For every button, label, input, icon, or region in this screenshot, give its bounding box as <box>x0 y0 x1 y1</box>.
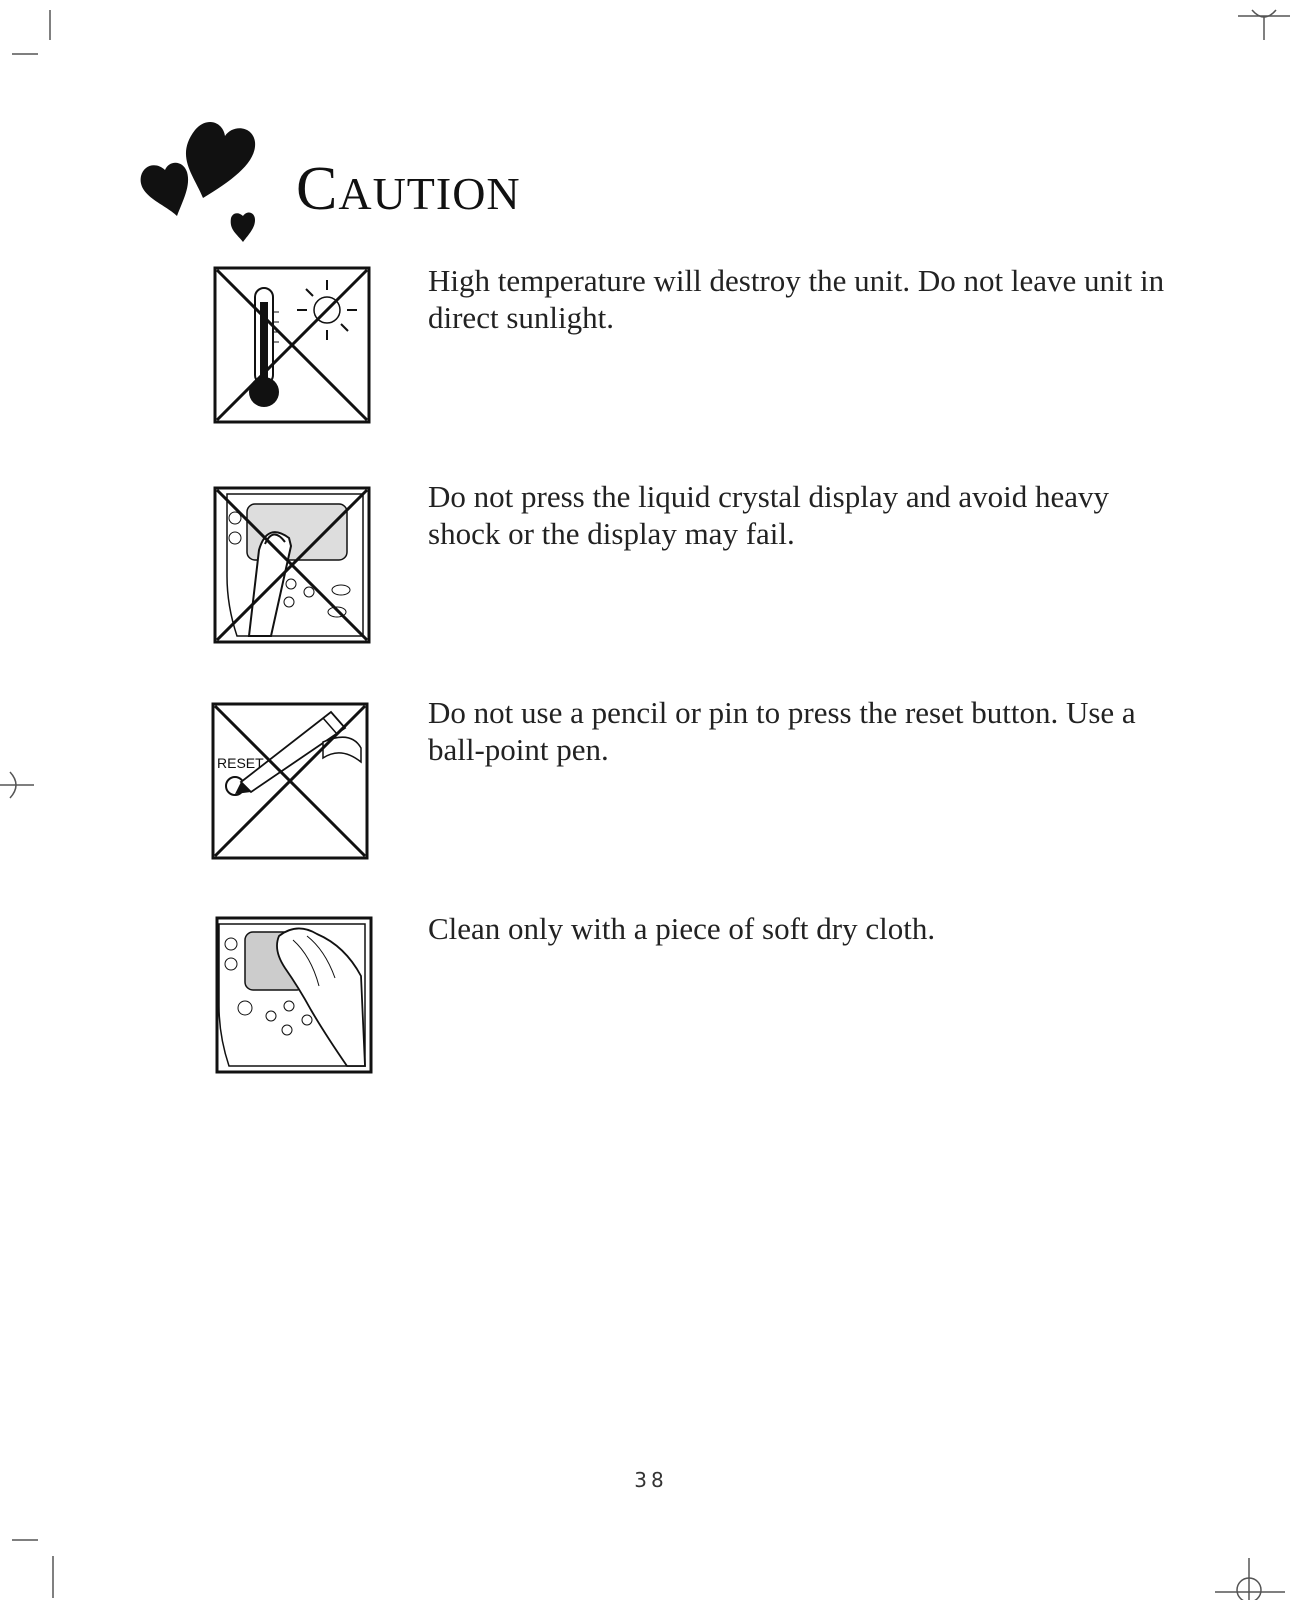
crop-mark-bottom-left <box>0 1530 70 1600</box>
registration-mark-left <box>0 760 40 810</box>
reset-label: RESET <box>217 755 264 771</box>
caution-text-reset: Do not use a pencil or pin to press the reset button. Use a ball-point pen. <box>428 695 1136 767</box>
no-heat-sunlight-icon <box>213 266 371 424</box>
crop-mark-top-left <box>0 0 70 70</box>
caution-text-heat: High temperature will destroy the unit. Do not leave unit in direct sunlight. <box>428 263 1165 335</box>
page-number: 38 <box>634 1468 668 1492</box>
no-pencil-reset-icon <box>211 702 369 860</box>
registration-mark-top-right <box>1230 0 1302 50</box>
caution-text-display: Do not press the liquid crystal display and avoid heavy shock or the display may fail. <box>428 479 1110 551</box>
registration-mark-bottom-right <box>1215 1540 1295 1600</box>
clean-dry-cloth-icon <box>215 916 373 1074</box>
caution-text-cleaning: Clean only with a piece of soft dry cloth. <box>428 911 936 946</box>
no-press-display-icon <box>213 486 371 644</box>
page-title: CAUTION <box>296 155 521 223</box>
hearts-icon <box>135 112 295 247</box>
